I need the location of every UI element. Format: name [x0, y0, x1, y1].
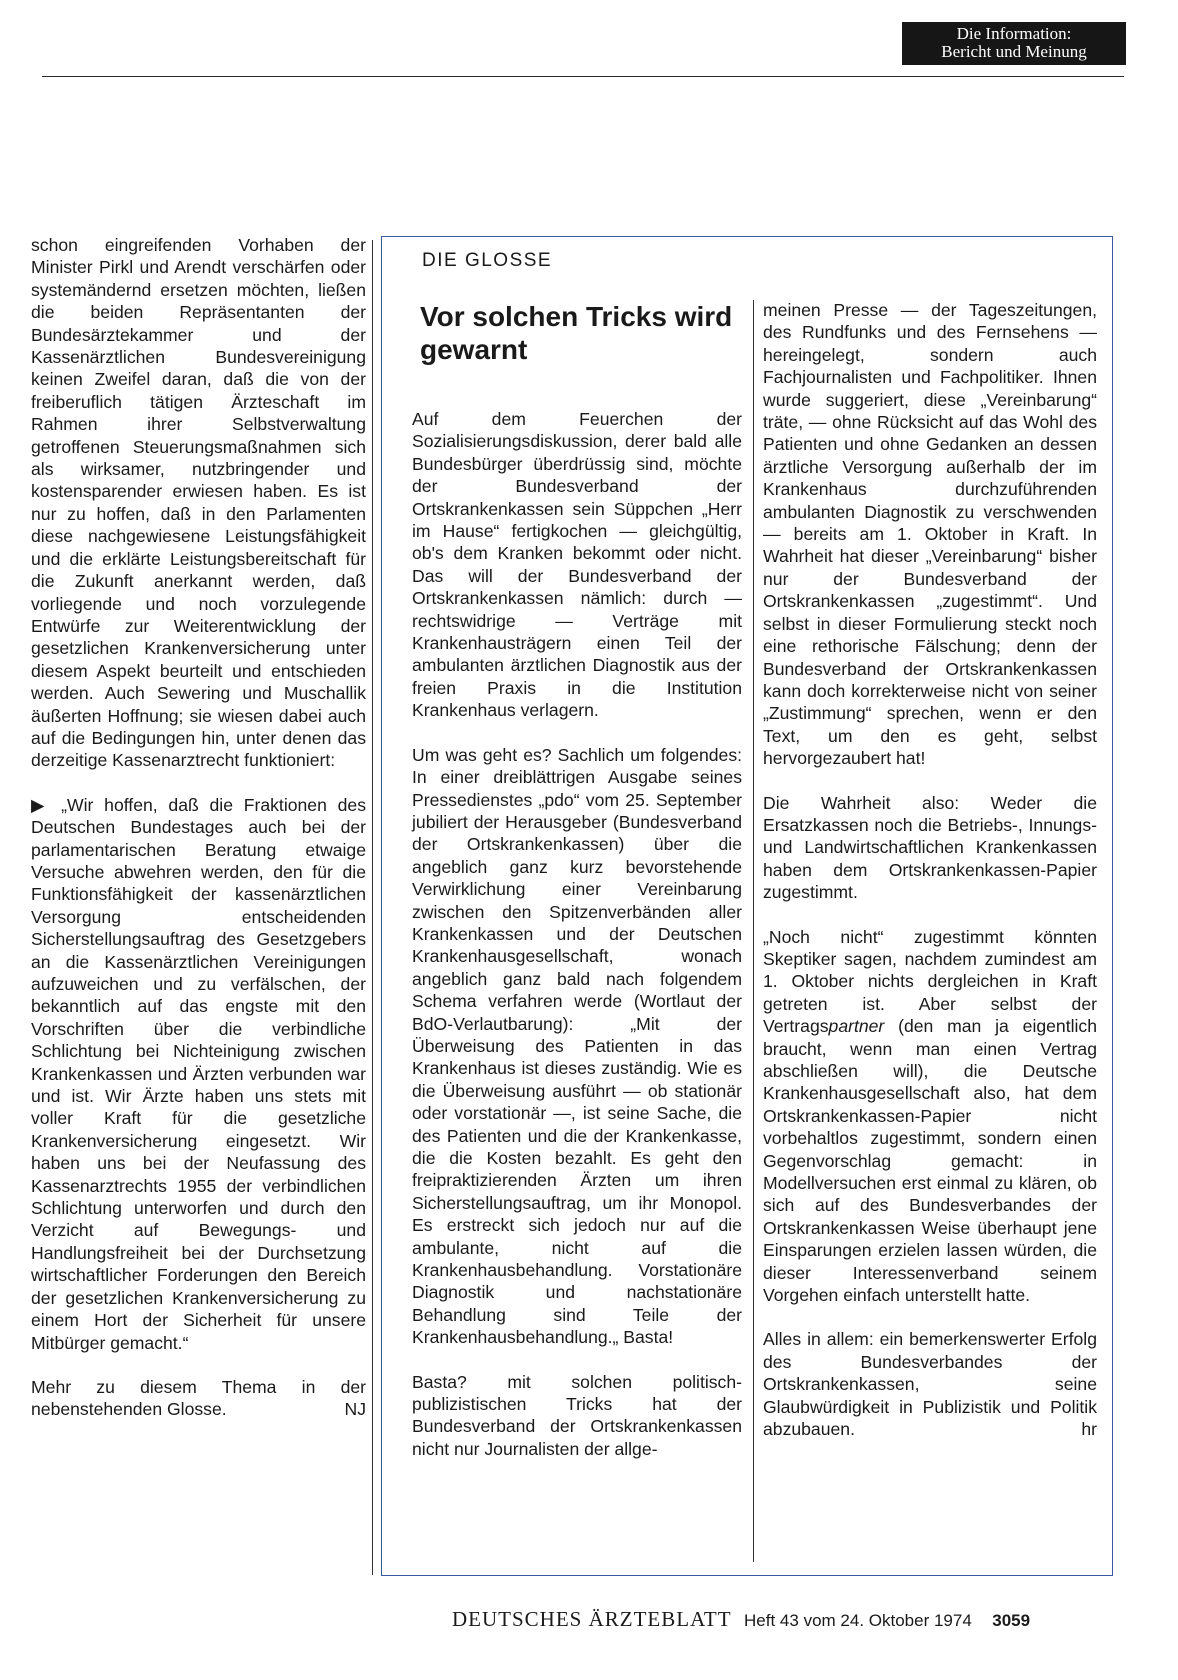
glosse-paragraph-2: Um was geht es? Sachlich um folgendes: In einer dreiblättrigen Ausgabe seines Pressedienstes „pdo“ vom 25. September jubiliert der Herausgeber (Bundesverband der Ortskrankenkassen) über die angeblich ganz kurz bevorstehende Verwirklichung einer Vereinbarung zwischen den Spitzenverbänden aller Krankenkassen und der Deutschen Krankenhausgesellschaft, wonach angeblich ganz bald nach folgendem Schema verfahren werde (Wortlaut der BdO-Verlautbarung): „Mit der Überweisung des Patienten in das Krankenhaus ist dieses zuständig. Wie es die Überweisung ausführt — ob stationär oder vorstationär —, ist seine Sache, die des Patienten und die der Krankenkasse, die die Kosten bezahlt. Es geht den freipraktizierenden Ärzten um ihren Sicherstellungsauftrag, um ihr Monopol. Es erstreckt sich jedoch nur auf die ambulante, nicht auf die Krankenhausbehandlung. Vorstationäre Diagnostik und nachstationäre Behandlung sind Teile der Krankenhausbehandlung.„ Basta! — [412, 744, 742, 1348]
page-footer — [452, 1607, 1030, 1632]
left-quote-paragraph — [31, 794, 366, 1354]
glosse-paragraph-4: meinen Presse — der Tageszeitungen, des Rundfunks und des Fernsehens — hereingelegt, sondern auch Fachjournalisten und Fachpolitiker. Ihnen wurde suggeriert, diese „Vereinbarung“ träte, — ohne Rücksicht auf das Wohl des Patienten und ohne Gedanken an dessen ärztliche Versorgung außerhalb der im Krankenhaus durchzuführenden ambulanten Diagnostik zu verschwenden — bereits am 1. Oktober in Kraft. In Wahrheit hat dieser „Vereinbarung“ bisher nur der Bundesverband der Ortskrankenkassen „zugestimmt“. Und selbst in dieser Formulierung steckt noch eine rethorische Fälschung; denn der Bundesverband der Ortskrankenkassen kann doch korrekterweise nicht von seiner „Zustimmung“ sprechen, wenn er den Text, um den es geht, selbst hervorgezaubert hat! — [763, 300, 1097, 769]
glosse-column-1 — [412, 408, 742, 1460]
glosse-paragraph-6-part-a: „Noch nicht“ zugestimmt könnten Skeptiker sagen, nachdem zumindest am 1. Oktober nichts dergleichen in Kraft getreten ist. Aber selbst der Vertrags — [763, 926, 1097, 1037]
left-quote-text: „Wir hoffen, daß die Fraktionen des Deutschen Bundestages auch bei der parlamentarischen Beratung etwaige Versuche abwehren werden, den für die Funktionsfähigkeit der kassenärztlichen Versorgung entscheidenden Sicherstellungsauftrag des Gesetzgebers an die Kassenärztlichen Vereinigungen aufzuweichen und zu verfälschen, der bekanntlich auf das engste mit den Vorschriften über die verbindliche Schlichtung bei Nichteinigung zwischen Krankenkassen und Ärzten verbunden war und ist. Wir Ärzte haben uns stets mit voller Kraft für die gesetzliche Krankenversicherung eingesetzt. Wir haben uns bei der Neufassung des Kassenarztrechts 1955 der verbindlichen Schlichtung unterworfen und durch den Verzicht auf Bewegungs- und Handlungsfreiheit bei der Durchsetzung wirtschaftlicher Forderungen den Bereich der gesetzlichen Krankenversicherung zu einem Hort der Sicherheit für unsere Mitbürger gemacht.“ — [31, 794, 366, 1353]
glosse-paragraph-1: Auf dem Feuerchen der Sozialisierungsdiskussion, derer bald alle Bundesbürger überdrüssig sind, möchte der Bundesverband der Ortskrankenkassen sein Süppchen „Herr im Hause“ fertigkochen — gleichgültig, ob's dem Kranken bekommt oder nicht. Das will der Bundesverband der Ortskrankenkassen nämlich: durch — rechtswidrige — Verträge mit Krankenhausträgern einen Teil der ambulanten ärztlichen Diagnostik aus der freien Praxis in die Institution Krankenhaus verlagern. — [412, 409, 742, 721]
glosse-kicker: DIE GLOSSE — [422, 250, 553, 271]
glosse-paragraph-7 — [763, 1328, 1097, 1440]
column-divider — [372, 240, 373, 1575]
page-number: 3059 — [992, 1611, 1031, 1630]
glosse-headline: Vor solchen Tricks wird gewarnt — [420, 301, 733, 365]
author-signature: NJ — [344, 1399, 366, 1420]
section-badge-line1: Die Information: — [956, 24, 1072, 43]
header-rule — [42, 76, 1124, 77]
issue-info: Heft 43 vom 24. Oktober 1974 — [744, 1611, 972, 1630]
glosse-signature: hr — [1081, 1419, 1097, 1440]
section-badge-line2: Bericht und Meinung — [941, 42, 1087, 61]
glosse-paragraph-6 — [763, 926, 1097, 1307]
left-closing-text: Mehr zu diesem Thema in der nebenstehenden Glosse. — [31, 1376, 366, 1420]
left-paragraph-1: schon eingreifenden Vorhaben der Minister Pirkl und Arendt verschärfen oder systemändernd ersetzen möchten, ließen die beiden Repräsentanten der Bundesärztekammer und der Kassenärztlichen Bundesvereinigung keinen Zweifel daran, daß die von der freiberuflich tätigen Ärzteschaft im Rahmen ihrer Selbstverwaltung getroffenen Steuerungsmaßnahmen sich als wirksamer, nutzbringender und kostensparender erwiesen haben. Es ist nur zu hoffen, daß in den Parlamenten diese nachgewiesene Leistungsfähigkeit und die erklärte Leistungsbereitschaft für die Zukunft anerkannt werden, daß vorliegende und noch vorzulegende Entwürfe zur Weiterentwicklung der gesetzlichen Krankenversicherung unter diesem Aspekt beurteilt und entschieden werden. Auch Sewering und Muschallik äußerten Hoffnung; sie wiesen dabei auch auf die Bedingungen hin, unter denen das derzeitige Kassenarztrecht funktioniert: — [31, 235, 366, 771]
bullet-arrow-icon: ▶ — [31, 794, 51, 815]
glosse-column-2 — [763, 299, 1097, 1441]
glosse-closing-text: Alles in allem: ein bemerkenswerter Erfolg des Bundesverbandes der Ortskrankenkassen, seine Glaubwürdigkeit in Publizistik und Politik abzubauen. — [763, 1329, 1097, 1440]
glosse-emphasis-partner: partner — [828, 1016, 885, 1037]
glosse-paragraph-3: Basta? mit solchen politisch-publizistischen Tricks hat der Bundesverband der Ortskrankenkassen nicht nur Journalisten der allge- — [412, 1371, 742, 1459]
glosse-paragraph-5: Die Wahrheit also: Weder die Ersatzkassen noch die Betriebs-, Innungs- und Landwirtschaftlichen Krankenkassen haben dem Ortskrankenkassen-Papier zugestimmt. — [763, 792, 1097, 903]
left-paragraph-3 — [31, 1376, 366, 1421]
article-left-column — [31, 234, 366, 1421]
glosse-column-divider — [753, 300, 754, 1562]
glosse-paragraph-6-part-b: (den man ja eigentlich braucht, wenn man einen Vertrag abschließen will), die Deutsche Krankenhausgesellschaft also, hat dem Ortskrankenkassen-Papier nicht vorbehaltlos zugestimmt, sondern einen Gegenvorschlag gemacht: in Modellversuchen erst einmal zu klären, ob sich auf des Bundesverbandes der Ortskrankenkassen Weise überhaupt jene Einsparungen erzielen lassen würden, die dieser Interessenverband seinem Vorgehen einfach unterstellt hatte. — [763, 1016, 1097, 1306]
section-badge — [902, 22, 1126, 65]
journal-title: DEUTSCHES ÄRZTEBLATT — [452, 1607, 732, 1631]
